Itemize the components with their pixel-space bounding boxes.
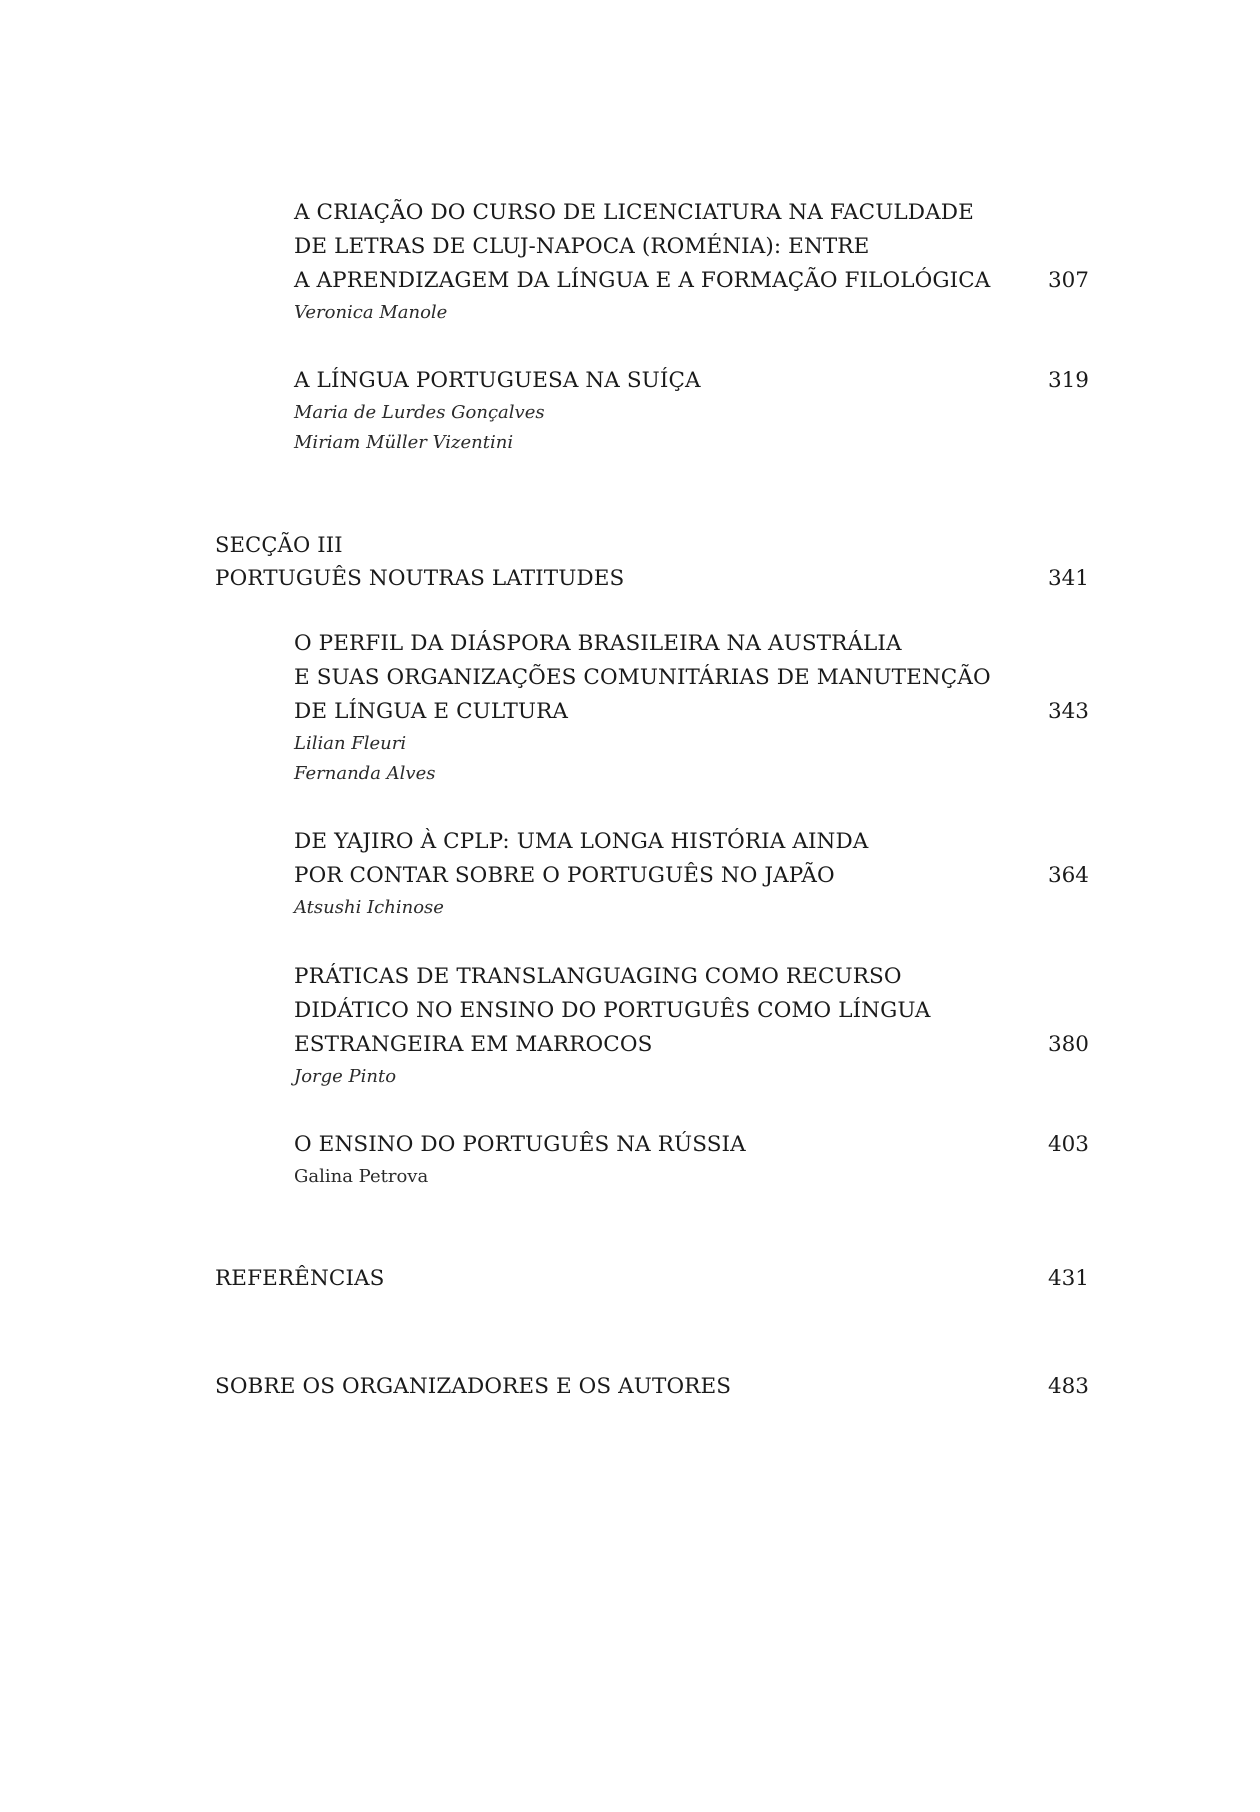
- entry-title-line: A APRENDIZAGEM DA LÍNGUA E A FORMAÇÃO FILOLÓGICA: [294, 268, 991, 293]
- section-title: PORTUGUÊS NOUTRAS LATITUDES: [215, 566, 625, 591]
- entry-page-number: 307: [1047, 268, 1089, 293]
- toc-entry-translanguaging[interactable]: [294, 960, 1089, 1092]
- entry-author: Miriam Müller Vizentini: [294, 432, 514, 453]
- entry-title-line: A CRIAÇÃO DO CURSO DE LICENCIATURA NA FACULDADE: [294, 200, 974, 225]
- toc-entry-lingua-suica[interactable]: [294, 364, 1089, 458]
- entry-page-number: 319: [1047, 368, 1089, 393]
- references-title: REFERÊNCIAS: [215, 1266, 385, 1291]
- entry-author: Jorge Pinto: [294, 1066, 397, 1087]
- references-page-number: 431: [1047, 1266, 1089, 1291]
- entry-title-line: PRÁTICAS DE TRANSLANGUAGING COMO RECURSO: [294, 964, 902, 989]
- entry-title-line: DIDÁTICO NO ENSINO DO PORTUGUÊS COMO LÍNGUA: [294, 998, 931, 1023]
- entry-title-line: POR CONTAR SOBRE O PORTUGUÊS NO JAPÃO: [294, 863, 835, 888]
- entry-title-line: DE YAJIRO À CPLP: UMA LONGA HISTÓRIA AINDA: [294, 829, 869, 854]
- toc-entry-licenciatura-cluj[interactable]: [294, 196, 1089, 328]
- entry-title-line: DE LETRAS DE CLUJ-NAPOCA (ROMÉNIA): ENTRE: [294, 234, 870, 259]
- entry-author: Lilian Fleuri: [294, 733, 407, 754]
- toc-entry-ensino-russia[interactable]: [294, 1128, 1089, 1192]
- toc-entry-diaspora-australia[interactable]: [294, 627, 1089, 789]
- entry-title-line: O PERFIL DA DIÁSPORA BRASILEIRA NA AUSTRÁLIA: [294, 631, 902, 656]
- about-page-number: 483: [1047, 1374, 1089, 1399]
- toc-references[interactable]: [215, 1262, 1089, 1296]
- toc-entry-yajiro-cplp[interactable]: [294, 825, 1089, 923]
- entry-author: Fernanda Alves: [294, 763, 436, 784]
- entry-page-number: 364: [1047, 863, 1089, 888]
- toc-about-authors[interactable]: [215, 1370, 1089, 1404]
- entry-page-number: 380: [1047, 1032, 1089, 1057]
- about-title: SOBRE OS ORGANIZADORES E OS AUTORES: [215, 1374, 732, 1399]
- toc-section-3[interactable]: [215, 528, 1089, 596]
- section-page-number: 341: [1047, 566, 1089, 591]
- entry-page-number: 403: [1047, 1132, 1089, 1157]
- entry-title-line: ESTRANGEIRA EM MARROCOS: [294, 1032, 653, 1057]
- section-label: SECÇÃO III: [215, 533, 343, 557]
- entry-title-line: O ENSINO DO PORTUGUÊS NA RÚSSIA: [294, 1132, 746, 1157]
- entry-author: Atsushi Ichinose: [294, 897, 444, 918]
- entry-title-line: A LÍNGUA PORTUGUESA NA SUÍÇA: [294, 368, 701, 393]
- entry-author: Veronica Manole: [294, 302, 448, 323]
- entry-author: Galina Petrova: [294, 1166, 429, 1187]
- entry-author: Maria de Lurdes Gonçalves: [294, 402, 545, 423]
- entry-title-line: E SUAS ORGANIZAÇÕES COMUNITÁRIAS DE MANUTENÇÃO: [294, 665, 991, 690]
- entry-title-line: DE LÍNGUA E CULTURA: [294, 699, 569, 724]
- entry-page-number: 343: [1047, 699, 1089, 724]
